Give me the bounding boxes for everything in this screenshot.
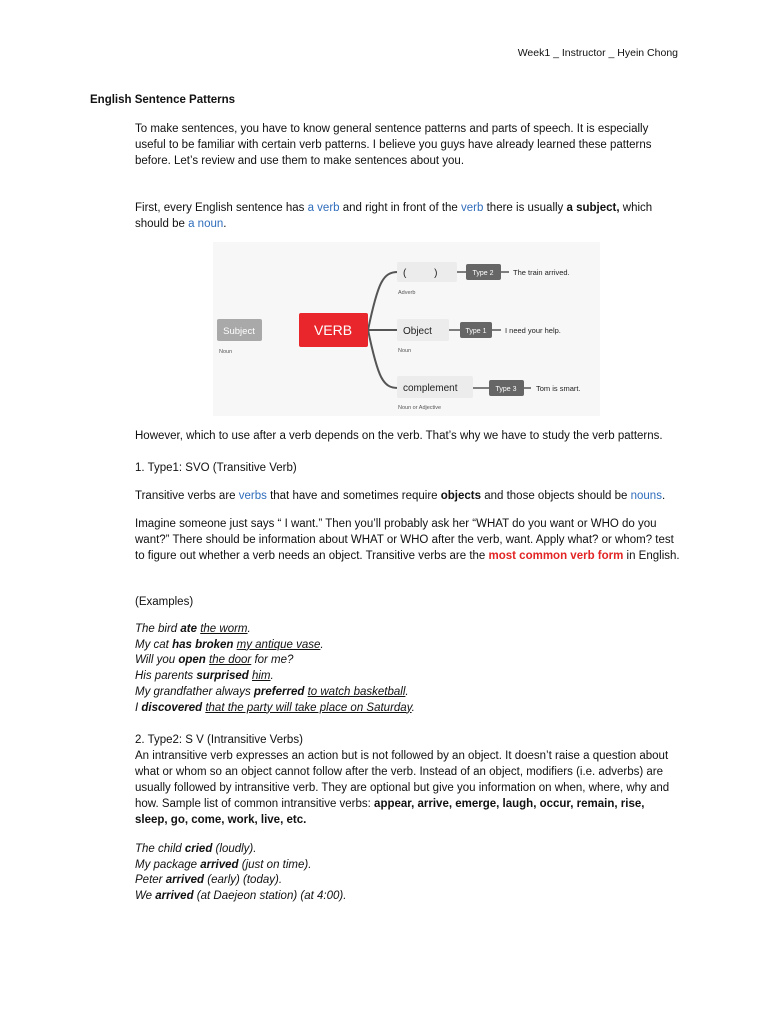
highlight-objects: objects (440, 490, 482, 502)
verb-label: VERB (313, 322, 353, 338)
example-sentence: The child cried (loudly). (135, 843, 257, 855)
page-header: Week1 _ Instructor _ Hyein Chong (517, 47, 678, 59)
adverb-label: ( ) (403, 268, 438, 279)
intro-paragraph: To make sentences, you have to know general sentence patterns and parts of speech. It is especially useful to be familiar with certain verb patterns. I believe you guys have already learned these patterns before. Let’s review and use them to make sentences about you. (135, 123, 652, 167)
object-label: Object (403, 326, 432, 337)
intransitive-examples (135, 842, 680, 905)
highlight-verb-2: verb (461, 202, 484, 214)
type2-heading: 2. Type2: S V (Intransitive Verbs) (135, 734, 303, 746)
type3-example: Tom is smart. (536, 384, 581, 393)
verb-pattern-diagram (213, 242, 600, 416)
example-sentence: The bird ate the worm. (135, 623, 251, 635)
example-sentence: My package arrived (just on time). (135, 858, 312, 871)
example-sentence: Will you open the door for me? (135, 654, 294, 667)
example-sentence: I discovered that the party will take place on Saturday. (135, 701, 415, 714)
example-sentence: We arrived (at Daejeon station) (at 4:00). (135, 890, 347, 903)
transitive-definition: Transitive verbs are verbs that have and sometimes require objects and those objects should be nouns. (135, 490, 666, 502)
examples-label: (Examples) (135, 596, 194, 608)
type1-heading: 1. Type1: SVO (Transitive Verb) (135, 462, 297, 474)
highlight-most-common: most common verb form (488, 550, 624, 562)
intransitive-verb-list: appear, arrive, emerge, laugh, occur, remain, rise, sleep, go, come, work, live, etc. (135, 798, 645, 826)
example-sentence: Peter arrived (early) (today). (135, 874, 283, 887)
adverb-sub-label: Adverb (398, 290, 416, 296)
intransitive-paragraph: An intransitive verb expresses an action but is not followed by an object. It doesn’t raise a question about what or whom so an object cannot follow after the verb. Instead of an object, modifiers (i.e. adverbs) are usually followed by intransitive verb. They are optional but give you information on when, where, why and how. Sample list of common intransitive verbs: appear, arrive, emerge, laugh, occur, remain, rise, sleep, go, come, work, live, etc. (135, 750, 670, 826)
type2-label: Type 2 (472, 270, 494, 277)
complement-sub-label: Noun or Adjective (398, 405, 442, 411)
example-sentence: My cat has broken my antique vase. (135, 638, 324, 651)
highlight-verb: a verb (307, 202, 340, 214)
type1-label: Type 1 (465, 328, 487, 335)
subject-label: Subject (223, 326, 255, 337)
complement-label: complement (403, 383, 458, 394)
transitive-examples (135, 622, 680, 716)
page-title: English Sentence Patterns (90, 94, 236, 106)
imagine-paragraph: Imagine someone just says “ I want.” Then you’ll probably ask her “WHAT do you want or WHO do you want?” There should be information about WHAT or WHO after the verb, want. Apply what? or whom? test to figure out whether a verb needs an object. Transitive verbs are the most common verb form in English. (135, 518, 680, 562)
highlight-subject: a subject, (566, 202, 620, 214)
highlight-noun: a noun (188, 218, 224, 230)
type2-example: The train arrived. (513, 268, 570, 277)
highlight-verbs: verbs (238, 490, 267, 502)
type1-example: I need your help. (505, 326, 561, 335)
example-sentence: His parents surprised him. (135, 670, 274, 683)
subject-sub-label: Noun (219, 349, 233, 355)
object-sub-label: Noun (398, 348, 412, 354)
highlight-nouns: nouns (630, 490, 662, 502)
first-paragraph: First, every English sentence has a verb and right in front of the verb there is usually a subject, which should be a noun. (135, 202, 653, 230)
type3-label: Type 3 (495, 386, 517, 393)
example-sentence: My grandfather always preferred to watch basketball. (135, 685, 409, 698)
however-paragraph: However, which to use after a verb depends on the verb. That’s why we have to study the verb patterns. (135, 430, 663, 442)
